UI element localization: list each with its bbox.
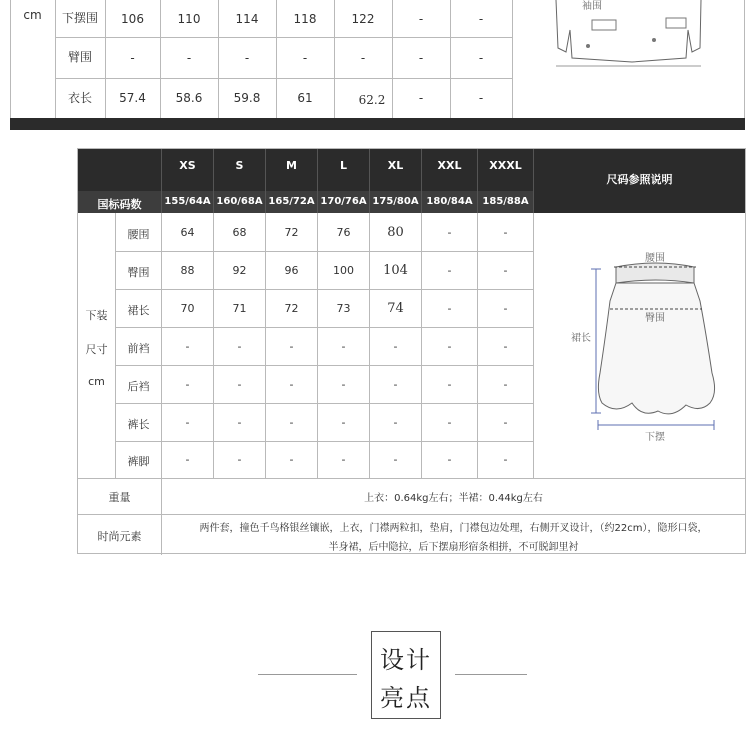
size-header-xs: XS: [179, 159, 196, 172]
row-label: 臂围: [67, 50, 92, 64]
cell: 59.8: [233, 91, 261, 105]
cell: -: [418, 91, 424, 105]
cell: 58.6: [175, 91, 203, 105]
intl-code: 160/68A: [216, 196, 263, 207]
intl-code-label: 国标码数: [97, 198, 142, 211]
cell: 64: [180, 226, 195, 239]
cell: -: [289, 378, 294, 391]
size-reference-header: 尺码参照说明: [606, 173, 673, 186]
intl-code: 180/84A: [426, 196, 473, 207]
cell: 96: [284, 264, 299, 277]
top-size-table: [10, 0, 745, 130]
cell: -: [289, 340, 294, 353]
cell: -: [447, 302, 452, 315]
row-label-front-rise: 前裆: [127, 342, 150, 355]
cell: 104: [383, 263, 408, 278]
cell: -: [503, 416, 508, 429]
row-label-hip: 臀围: [127, 266, 150, 279]
size-header-s: S: [235, 159, 244, 172]
size-chart-table: [77, 148, 746, 554]
cell: -: [185, 340, 190, 353]
intl-code: 170/76A: [320, 196, 367, 207]
cell: -: [289, 416, 294, 429]
cell: -: [503, 378, 508, 391]
cell: -: [341, 416, 346, 429]
diagram-waist-label: 腰围: [645, 253, 665, 264]
cell: -: [360, 51, 366, 65]
cell: 114: [235, 12, 259, 26]
size-header-xxl: XXL: [437, 159, 462, 172]
divider-right: [455, 674, 527, 675]
cell: -: [393, 378, 398, 391]
divider-bar: [10, 118, 745, 130]
intl-code: 155/64A: [164, 196, 211, 207]
cell: 70: [180, 302, 195, 315]
cell: -: [237, 340, 242, 353]
row-label-pant-length: 裤长: [127, 418, 150, 431]
cell: -: [503, 340, 508, 353]
intl-code: 185/88A: [482, 196, 529, 207]
title-line1: 设计: [380, 646, 432, 674]
row-label-leg-opening: 裤脚: [127, 455, 150, 468]
cell: -: [185, 378, 190, 391]
cell: 92: [232, 264, 247, 277]
cell: -: [418, 12, 424, 26]
cell: -: [341, 378, 346, 391]
cell: -: [503, 453, 508, 466]
cell: 118: [293, 12, 317, 26]
cell: -: [341, 340, 346, 353]
cell: -: [503, 302, 508, 315]
cell: -: [237, 416, 242, 429]
weight-label: 重量: [108, 491, 131, 504]
cell: 62.2: [358, 93, 386, 107]
weight-value: 上衣：0.64kg左右；半裙：0.44kg左右: [364, 493, 543, 504]
fashion-label: 时尚元素: [97, 530, 142, 543]
size-header-l: L: [339, 159, 347, 172]
cell: -: [478, 51, 484, 65]
row-label-back-rise: 后裆: [127, 380, 150, 393]
divider-left: [258, 674, 357, 675]
cell: -: [503, 264, 508, 277]
cell: -: [186, 51, 192, 65]
row-label: 衣长: [67, 91, 92, 105]
cell: 61: [297, 91, 313, 105]
cell: -: [503, 226, 508, 239]
cell: -: [447, 226, 452, 239]
size-header-xl: XL: [387, 159, 404, 172]
cell: 73: [336, 302, 351, 315]
cell: 57.4: [119, 91, 146, 105]
cell: -: [478, 12, 484, 26]
cell: -: [447, 453, 452, 466]
cell: -: [393, 416, 398, 429]
cell: -: [393, 340, 398, 353]
cell: 71: [232, 302, 247, 315]
cell: -: [289, 453, 294, 466]
jacket-diagram: [536, 0, 706, 70]
cell: 72: [284, 226, 299, 239]
cell: 106: [121, 12, 144, 26]
cell: 122: [351, 12, 375, 26]
cell: -: [237, 453, 242, 466]
group-label-line: cm: [88, 375, 105, 388]
skirt-diagram: [566, 243, 736, 453]
unit-label: cm: [23, 8, 42, 22]
cell: -: [447, 416, 452, 429]
cell: -: [418, 51, 424, 65]
cell: -: [447, 340, 452, 353]
diagram-length-label: 裙长: [571, 333, 591, 344]
cell: 88: [180, 264, 195, 277]
title-line2: 亮点: [380, 684, 432, 712]
diagram-hip-label: 臀围: [645, 313, 665, 324]
group-label-line: 下装: [85, 309, 108, 322]
cell: -: [185, 416, 190, 429]
cell: 110: [177, 12, 201, 26]
size-header-xxxl: XXXL: [489, 159, 522, 172]
fashion-desc-line1: 两件套，撞色千鸟格银丝镶嵌，上衣，门襟两粒扣，垫肩，门襟包边处理，右侧开叉设计，（约22cm），隐形口袋，: [199, 523, 708, 534]
cell: -: [185, 453, 190, 466]
cell: -: [447, 378, 452, 391]
intl-code: 165/72A: [268, 196, 315, 207]
cell: -: [237, 378, 242, 391]
cell: -: [130, 51, 135, 65]
diagram-hem-label: 下摆: [645, 432, 665, 443]
cell: -: [478, 91, 484, 105]
cell: -: [341, 453, 346, 466]
cell: 74: [387, 301, 404, 316]
cell: 80: [387, 225, 404, 240]
cell: 100: [333, 264, 354, 277]
cell: 76: [336, 226, 351, 239]
row-label: 下摆围: [61, 11, 98, 25]
group-label-line: 尺寸: [85, 343, 108, 356]
cell: -: [244, 51, 250, 65]
row-label-waist: 腰围: [127, 228, 150, 241]
fashion-desc-line2: 半身裙，后中隐拉，后下摆扇形宿条相拼，不可脱卸里衬: [328, 542, 579, 553]
row-label-skirt-length: 裙长: [127, 304, 150, 317]
cell: -: [447, 264, 452, 277]
cell: 72: [284, 302, 299, 315]
cell: 68: [232, 226, 247, 239]
cell: -: [302, 51, 308, 65]
intl-code: 175/80A: [372, 196, 419, 207]
cell: -: [393, 453, 398, 466]
design-highlights-title: [371, 631, 441, 719]
diagram-label: 袖围: [582, 1, 602, 12]
size-header-m: M: [286, 159, 297, 172]
